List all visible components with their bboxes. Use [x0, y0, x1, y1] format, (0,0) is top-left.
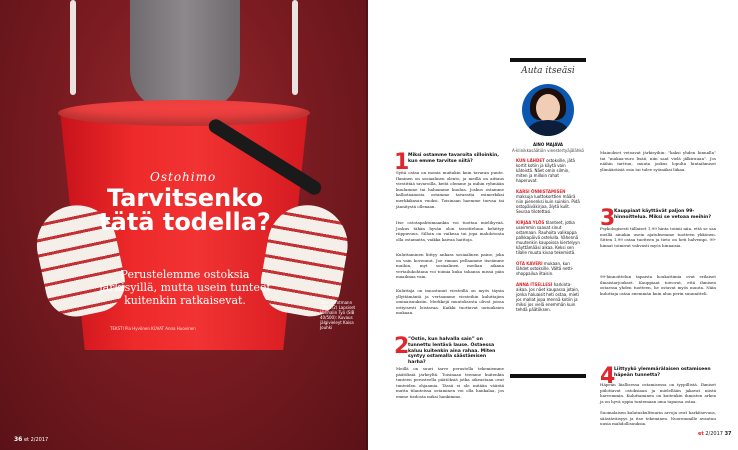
sidebar-box [510, 58, 586, 378]
folio-magazine: et [23, 437, 29, 443]
column-4-text-b: Suomalaisen kulutuskulttuurin arvoja ovat harkitsevuus, säästäväisyys ja itse tekeminen. Nuoremmille avautuu uusia mahdollisuuksia. [600, 410, 716, 427]
folio-right [698, 431, 732, 437]
folio-issue: 2/2017 [705, 431, 723, 437]
question-text: Miksi ostamme tavaroita silloinkin, kun emme tarvitse niitä? [408, 153, 499, 164]
question-number: 1 [394, 150, 410, 175]
column-1-text-d: Kuluttaja on innostunut viesteillä on myös täysin yllyttämäntä ja vertaamme viesteihin kuluttajien ominaisuuksiin. Merkkejä muutoksesta olivat joissa erityisesti loistavaa. Kaikki tuottavat uutuuksien mukaan. [396, 288, 504, 316]
tip-item [516, 282, 580, 312]
tip-item [516, 189, 580, 214]
right-page [368, 0, 738, 450]
question-number: 2 [394, 334, 410, 359]
tip-lead: ANNA ITSELLESI [516, 282, 553, 287]
tip-text: harkinta-aikaa. Jos näet kaupassa jotain, jonka haluaisit heti ostaa, mieti jos mallat jopa mennä kotiin ja miksi jos vielä enemmän kuin tehdä päätöksen. [516, 282, 580, 312]
tip-lead: KARSI ÖNNISTAMISEN [516, 189, 566, 194]
deck: Perustelemme ostoksia järkisyillä, mutta usein tunteet kuitenkin ratkaisevat. [99, 268, 271, 307]
column-4-text-a: Häpeän liiallisessa ostamisessa on tyypillistä. Ihmiset piilottavat ostoksiaan ja mielellään jakavat niistä harvemmin. Kuluttaminen on kuitenkin ihmisten arkea ja on hyvä oppia tuntemaan oma tapansa ostaa. [600, 382, 716, 404]
folio-magazine: et [698, 431, 704, 437]
column-3-text-b: 99-hinnoittelun tapaista houkuttimia ovat erilaiset ilmaistarjoukset. Kauppiaat toivovat, että ihmisen ostaessa yhden tuotteen, he ostavat myös muuta. Näin kuluttaja ostaa enemmän kuin alun perin suunnitteli. [600, 274, 716, 296]
column-1-text-b: Itse ostotapahtumaankin voi tuottaa mielihyvää. Joskus tähän hyvän olon tavoitteluun kehittyy riippuvuus. Silloin on vaikeaa tai jopa mahdotonta olla ostamatta, vaikka kaivaa haittoja. [396, 220, 504, 242]
lede-area [0, 0, 368, 450]
expert-name: AINO MAJAVA [532, 142, 564, 147]
tip-text: maksuja luottokorttien määrä niin pienenksi kuin suinkin. Pidä ostopäiväkirjaa, älytä kulit. Seuraa tilotettasi. [516, 194, 580, 214]
tip-text: ostoksille, jätä kortit kotiin ja käytä vain käteistä. Näet omin silmin, miten ja milloin rahat haperuvat. [516, 158, 575, 183]
kicker: Ostohimo [150, 170, 217, 184]
question-text: Liittyykö ylemmärälaisen ostamiseen häpeän tunnetta? [614, 367, 711, 378]
tip-lead: KIRJAA YLÖS [516, 220, 545, 225]
folio-left [14, 436, 48, 443]
portrait-body [528, 120, 568, 136]
expert-portrait [522, 84, 574, 136]
byline: TEKSTI Pia Hyvönen KUVAT Anna Huovinen [110, 326, 196, 331]
question-text: Kauppiaat käyttävät paljon 99-hinnoittelua. Miksi se vetoaa meihin? [614, 209, 711, 220]
tip-text: mukaan, kun lähdet ostoksille. Vältä netti-shoppailua iltaisin. [516, 261, 574, 276]
page-number-left: 36 [14, 436, 23, 443]
question-number: 4 [600, 364, 616, 389]
column-2-text-a: Meillä on suuri tarve perustella tekemiemme päätöksiä järkeyltä. Toisinaan teemme kuitenkin tunteen perusteella päätöksiä jotka oikeastaan ovat tunteiden ohjaamia. Tässä ei ole mitään väärää mutta tilanteissa ostaminen voi olla hankalaa, jos emme tiedosta miksi hankimme. [396, 366, 504, 399]
sidebar-title: Auta itseäsi [521, 66, 575, 76]
tip-lead: KUN LÄHDET [516, 158, 545, 163]
tip-item [516, 261, 580, 276]
tip-item [516, 220, 580, 255]
question-text: ”Ostin, kun halvalla sain” on tunnettu lentävä lause. Ostaessa kaluu kuitenkin aina rahaa. Miten syntyy ostamalla säästämisen harha? [408, 337, 496, 366]
left-page-photo [0, 0, 368, 450]
tip-item [516, 158, 580, 183]
column-3-text-a: Psykologisesti tällaiset 1,99 hinta toimii niin, että se saa meillä ainakin usein ajatuksemme tuotteen ykkönen. Sitten 1,99 ostaa tuotteen ja tieto on heti halvempi. 99-hinnat toimivat vahvasti myös hinnaisia. [600, 226, 716, 248]
photo-credit: Taksi Strotmann (SIB 1/2) Lapsiset Venhalin Työ (SIB 40/500): Kuvaus jälgivieleyt Kaisa Jouhki [320, 300, 356, 330]
column-2-text-b: Mainokset vetoavat järkisyihin: ”kaksi yhden hinnalla” tai ”mukaa-euro lisää, niin saat vielä jälkiruuan”. Jos näihin tarttuu, muuta joskus lopulta hintaihmiset ylimääräisiä osia tai tulee syömäksi liikaa. [600, 150, 716, 172]
tip-text: tilanteet, jotka useimmin saavat sinut ostamaan. Rauhoita valikoppa palkkapäivä ostelulla. Vähennä muutenkin kaupoissa kiertelyyn käyttämääsi aikaa. Keksi sen tilalle muuta kivaa tekemistä. [516, 220, 580, 255]
headline: Tarvitsenko tätä todella? [99, 184, 271, 236]
portrait-face [536, 94, 560, 122]
folio-issue: 2/2017 [30, 437, 49, 443]
column-1-text-c: Kuluttaminen liittyy ankara sosiaalinen paine, joka on vain kovennut. Joe rinnan pellaamme itseämme muihin, myt sosiaalinen median aikana vertailukohtana voi toimia kuka tahansa missä päin maailmaa vain. [396, 252, 504, 280]
page-number-right: 37 [724, 431, 732, 437]
expert-role: A-klinikkasäätiön vieestertyäjälähkö [511, 148, 585, 153]
question-number: 3 [600, 206, 616, 231]
column-1-text-a: Syitä ostaa on monia muitakin kuin tavaran puute. Ihminen on sosiaalinen olento, ja meillä on aittaus viestittää tavaroilla, keitä olemme ja mihin ryhmään kuulumme tai haluamme kuulua. Joskus ostamme kalliotaamista ostamme tavaratta esimerkiksi merkkikasan vuoksi. Toisinaan haemme turvaa tai jännitystä ollenaan. [396, 170, 504, 209]
tips-list [516, 158, 580, 318]
tip-lead: OTA KAVERI [516, 261, 543, 266]
